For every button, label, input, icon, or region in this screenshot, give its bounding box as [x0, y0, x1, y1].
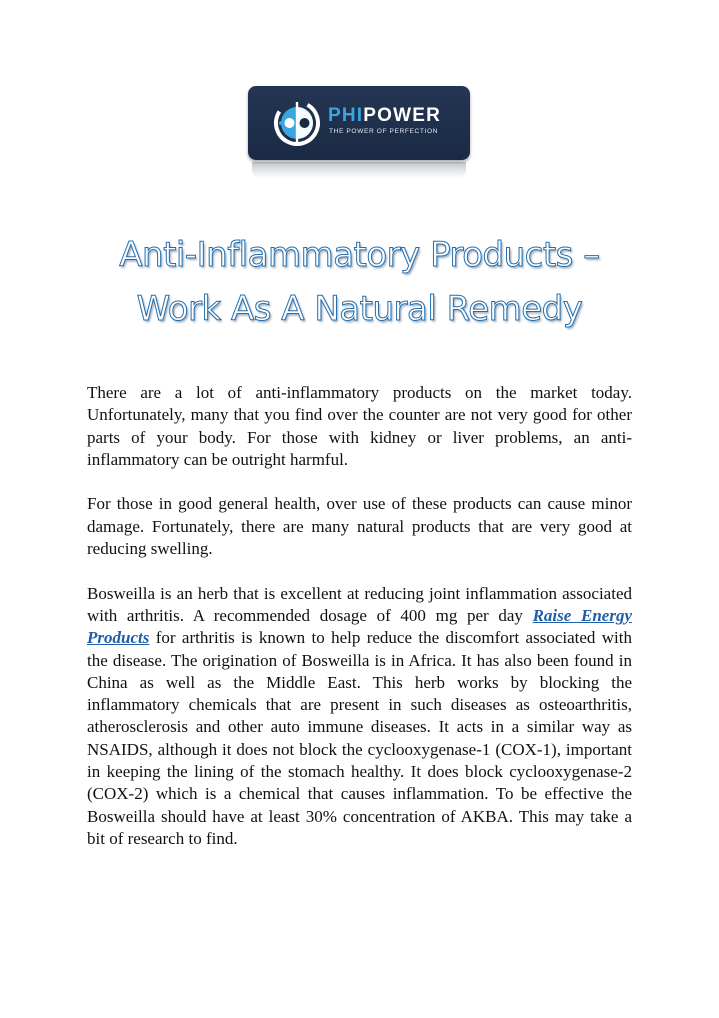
logo-brand-name [328, 105, 441, 127]
paragraph-2: For those in good general health, over use of these products can cause minor damage. Fortunately, there are many natural products that are very good at reducing swelling. [87, 494, 632, 559]
logo-brand-power: POWER [363, 105, 442, 126]
logo-brand-phi: PHI [328, 105, 364, 126]
logo-reflection [252, 162, 466, 178]
phipower-logo-mark-icon [272, 98, 322, 148]
paragraph-3-rest: for arthritis is known to help reduce the discomfort associated with the disease. The origination of Bosweilla is in Africa. It has also been found in China as well as the Middle East. This herb works by blocking the inflammatory chemicals that are present in such diseases as osteoarthritis, atherosclerosis and other auto immune diseases. It acts in a similar way as NSAIDS, although it does not block the cyclooxygenase-1 (COX-1), important in keeping the lining of the stomach healthy. It does block cyclooxygenase-2 (COX-2) which is a chemical that causes inflammation. To be effective the Bosweilla should have at least 30% concentration of AKBA. This may take a bit of research to find. [87, 628, 632, 848]
paragraph-3-intro: Bosweilla is an herb that is excellent at reducing joint inflammation associated with arthritis. A recommended dosage of 400 mg per day [87, 583, 632, 625]
page-title-line-1: Anti-Inflammatory Products – [119, 235, 600, 275]
article-body [87, 382, 632, 873]
paragraph-3 [87, 583, 632, 851]
logo-card [248, 86, 470, 160]
page-title-line-2: Work As A Natural Remedy [136, 289, 583, 329]
page-title [0, 228, 719, 336]
logo-tagline: THE POWER OF PERFECTION [329, 128, 439, 135]
paragraph-1: There are a lot of anti-inflammatory products on the market today. Unfortunately, many that you find over the counter are not very good for other parts of your body. For those with kidney or liver problems, an anti-inflammatory can be outright harmful. [87, 383, 632, 469]
raise-energy-products-link[interactable]: Raise Energy Products [87, 605, 632, 648]
brand-logo [248, 86, 470, 180]
